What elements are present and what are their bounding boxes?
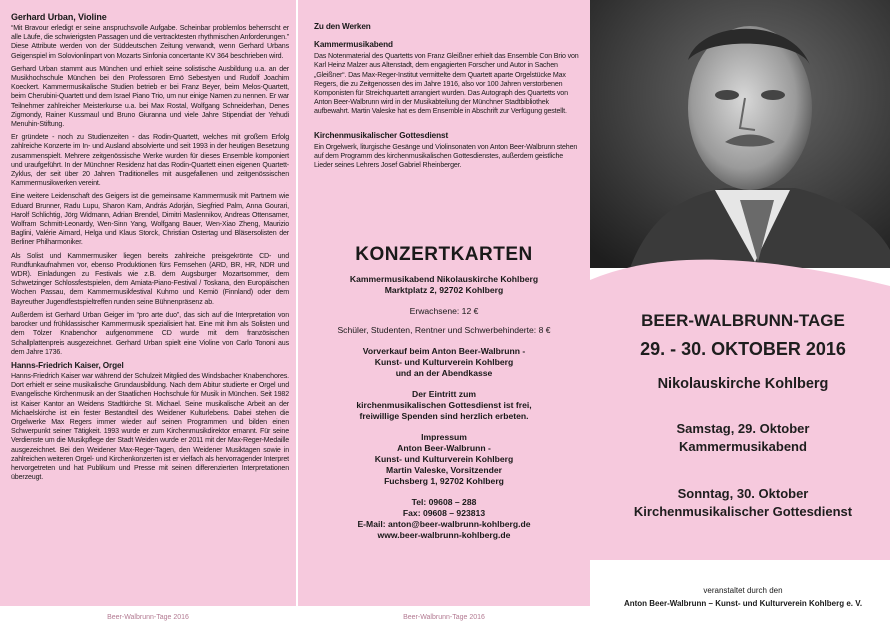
sunday-date: Sonntag, 30. Oktober — [677, 486, 809, 501]
violinist-paragraph: “Mit Bravour erledigt er seine anspruchsvolle Aufgabe. Scheinbar problemlos beherrscht er alle Läufe, die schwierigsten Passagen und die vertracktesten rhythmischen Anforderungen.” Diese Attribute werden von der Süddeutschen Zeitung verwandt, wenn Gerhard Urbans Geigenspiel im Solovionlinpart von Mozarts Sinfonia concertante KV 364 beschrieben wird. — [11, 24, 289, 60]
organizer-name: Anton Beer-Walbrunn – Kunst- und Kulturverein Kohlberg e. V. — [623, 599, 863, 608]
free-entry-line: freiwillige Spenden sind herzlich erbeten. — [359, 411, 529, 421]
fax: Fax: 09608 – 923813 — [402, 508, 486, 518]
sunday-title: Kirchenmusikalischer Gottesdienst — [633, 504, 853, 519]
biography-column — [11, 12, 289, 486]
service-text: Ein Orgelwerk, liturgische Gesänge und Violinsonaten von Anton Beer-Walbrunn stehen auf dem Programm des kirchenmusikalischen Gottesdienstes, außerdem geistliche Lieder seines Lehrers Josef Gabriel Rheinberger. — [314, 142, 578, 170]
tickets-section — [298, 244, 590, 541]
presale-line: Vorverkauf beim Anton Beer-Walbrunn - — [362, 346, 526, 356]
organist-heading: Hanns-Friedrich Kaiser, Orgel — [11, 360, 124, 370]
imprint-line: Fuchsberg 1, 92702 Kohlberg — [384, 476, 504, 486]
left-panel — [0, 0, 296, 606]
presale-line: Kunst- und Kulturverein Kohlberg — [374, 357, 514, 367]
footer-label-left: Beer-Walbrunn-Tage 2016 — [107, 614, 189, 621]
free-entry-line: Der Eintritt zum — [412, 389, 476, 399]
imprint-title: Impressum — [421, 432, 467, 442]
violinist-paragraph: Außerdem ist Gerhard Urban Geiger im “pro arte duo”, das sich auf die Interpretation von barocker und frühklassischer Kammermusik spezialisiert hat. Eine mit ihm als Solisten und dem Tölzer Knabenchor aufgenommene CD wurde mit dem französischen Schallplattenpreis ausgezeichnet. Gerhard Urban spielt eine Violine von Carlo Tononi aus dem Jahre 1736. — [11, 310, 289, 356]
event-dates: 29. - 30. OKTOBER 2016 — [640, 339, 846, 359]
chamber-text: Das Notenmaterial des Quartetts von Franz Gleißner erhielt das Ensemble Con Brio von Karl Heinz Malzer aus Altenstadt, dem engagierten Forscher und Autor in Sachen „Gleißner“. Das Max-Reger-Institut vermittelte dem Quartett aparte Orgelstücke Max Regers, die zu Zeitgenossen des im Jahre 1916, also vor 100 Jahren verstorbenen Komponisten für Streichquartett arrangiert wurden. Das Autograph des Quartetts von Anton Beer-Walbrunn wird in der Musikabteilung der Münchner Stadtbibliothek aufbewahrt. Martin Valeske hat es dem Ensemble in Abschrift zur Verfügung gestellt. — [314, 52, 579, 116]
chamber-heading: Kammermusikabend — [314, 40, 393, 50]
venue-address: Marktplatz 2, 92702 Kohlberg — [384, 285, 504, 295]
footer-label-middle: Beer-Walbrunn-Tage 2016 — [403, 614, 485, 621]
violinist-paragraph: Eine weitere Leidenschaft des Geigers ist die gemeinsame Kammermusik mit Partnern wie Eduard Brunner, Radu Lupu, Sharon Kam, András Adorján, Siegfried Palm, Anna Gourari, Harolf Schlichtig, Jörg Widmann, Adrian Brendel, Dimitri Maslennikov, Andreas Ottensamer, Wolfram Schmitt-Leonardy, Wen-Sinn Yang, Wolfgang Bauer, Wen-Xiao Zheng, Maurizio Baglini, Valérie Aimard, Helga und Klaus Storck, Christian Ostertag und Bläsersolisten der Berliner Philharmoniker. — [11, 192, 289, 247]
saturday-date: Samstag, 29. Oktober — [676, 421, 810, 436]
venue-line: Kammermusikabend Nikolauskirche Kohlberg — [349, 274, 539, 284]
price-adult: Erwachsene: 12 € — [409, 306, 479, 316]
sunday-block — [598, 485, 888, 521]
violinist-paragraph: Gerhard Urban stammt aus München und erhielt seine solistische Ausbildung u.a. an der Musikhochschule München bei den Professoren Ernö Sebestyen und Rudolf Joachim Koeckert. Kammermusikalische Studien betrieb er bei Franz Beyer, beim Melos-Quartett, beim Cherubini-Quartett und dem Israel Piano Trio, um nur einige Namen zu nennen. Er war Teilnehmer zahlreicher Meisterkurse u.a. bei Max Rostal, Wolfgang Schneiderhan, Denes Zigmondy, Rainer Kussmaul und Bruno Giuranna und viele Jahre Stipendiat der Yehudi Menuhin-Stiftung. — [11, 64, 289, 129]
saturday-block — [598, 420, 888, 456]
imprint-line: Anton Beer-Walbrunn - — [397, 443, 491, 453]
event-title: BEER-WALBRUNN-TAGE — [641, 311, 845, 330]
violinist-paragraph: Als Solist und Kammermusiker liegen bereits zahlreiche preisgekrönte CD- und Rundfunkaufnahmen vor, ebenso Produktionen fürs Fernsehen (ARD, BR, HR, NDR und WDR). Einladungen zu Festivals wie z.B. dem Augsburger Mozartsommer, dem Schwetzinger Schlossfestspielen, dem Amiata-Piano-Festival / Toskana, den Europäischen Wochen Passau, dem Kammermusikfestival Kuhmo und Kemiö (Finnland) oder dem Bayreuther Jugendfestspieltreffen runden seine Bühnenpräsenz ab. — [11, 251, 289, 306]
violinist-paragraph: Er gründete - noch zu Studienzeiten - das Rodin-Quartett, welches mit großem Erfolg zahlreiche Konzerte im In- und Ausland absolvierte und seit 1993 in der heutigen Besetzung zusammenspielt. Mehrere zeitgenössische Werke wurden für dieses Ensemble komponiert und uraufgeführt. In der Münchner Residenz hat das Rodin-Quartett einen eigenen Quartett-Zyklus, der seit über 20 Jahren Traditionelles mit ausgefallenen und zeitgenössischen Kammermusikwerken vereint. — [11, 133, 289, 188]
portrait-photo — [590, 0, 890, 268]
service-heading: Kirchenmusikalischer Gottesdienst — [314, 130, 449, 140]
organizer-block — [598, 584, 888, 610]
violinist-heading: Gerhard Urban, Violine — [11, 12, 107, 22]
price-reduced: Schüler, Studenten, Rentner und Schwerbehinderte: 8 € — [337, 325, 551, 335]
free-entry-line: kirchenmusikalischen Gottesdienst ist frei, — [356, 400, 532, 410]
imprint-line: Kunst- und Kulturverein Kohlberg — [374, 454, 514, 464]
works-column — [314, 22, 582, 184]
organist-paragraph: Hanns-Friedrich Kaiser war während der Schulzeit Mitglied des Windsbacher Knabenchores. Dort erhielt er seine musikalische Grundausbildung. Nach dem Abitur studierte er Orgel und Evangelische Kirchenmusik an der Staatlichen Hochschule für Musik in München. Seit 1982 ist Kaiser Kantor an Weidens Stadtkirche St. Michael. Seine musikalische Arbeit an der Michaelskirche ist ein fester Bestandteil des Weidener Kulturlebens. Dabei stehen die Orgelwerke Max Regers immer wieder auf seinen Programmen und bilden einen Schwerpunkt seiner Tätigkeit. 1993 wurde er zum Kirchenmusikdirektor ernannt. Für seine Verdienste um die Musikpflege der Stadt Weiden wurde er 2011 mit der Max-Reger-Medaille ausgezeichnet. Bei den Weidener Max-Reger-Tagen, den Weidener Musiktagen sowie in zahlreichen weiteren Orgel- und Kirchenkonzerten ist er vielfach als hervorragender Interpret hervorgetreten und hat Publikum und Presse mit seinen differenzierten Interpretationen überzeugt. — [11, 371, 289, 482]
email-link[interactable]: E-Mail: anton@beer-walbrunn-kohlberg.de — [357, 519, 531, 529]
website-link[interactable]: www.beer-walbrunn-kohlberg.de — [377, 530, 511, 540]
event-venue: Nikolauskirche Kohlberg — [657, 376, 829, 392]
organizer-intro: veranstaltet durch den — [703, 586, 783, 595]
tickets-title: KONZERTKARTEN — [355, 244, 533, 265]
works-heading: Zu den Werken — [314, 22, 371, 31]
telephone: Tel: 09608 – 288 — [411, 497, 477, 507]
imprint-line: Martin Valeske, Vorsitzender — [386, 465, 502, 475]
saturday-title: Kammermusikabend — [679, 439, 807, 454]
presale-line: und an der Abendkasse — [395, 368, 493, 378]
